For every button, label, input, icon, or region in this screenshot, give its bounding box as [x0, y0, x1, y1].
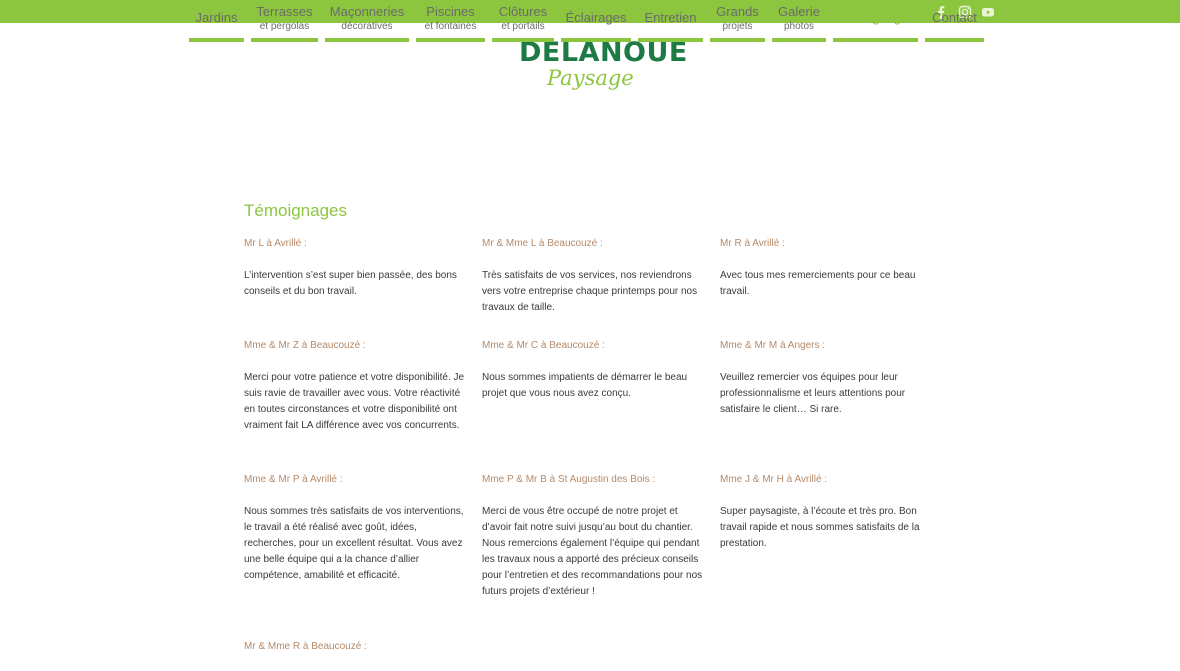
testimonial-author: Mme & Mr C à Beaucouzé : — [482, 340, 605, 351]
testimonial-author: Mr R à Avrillé : — [720, 238, 785, 249]
nav-item-label: Piscines — [426, 4, 475, 19]
testimonial-card — [244, 338, 466, 434]
testimonial-text: L’intervention s’est super bien passée, des bons conseils et du bon travail. — [244, 270, 457, 297]
nav-item-label: Galerie — [778, 4, 820, 19]
testimonial-card — [482, 338, 704, 402]
nav-item-sublabel: et portails — [501, 21, 545, 32]
testimonial-author: Mme & Mr P à Avrillé : — [244, 474, 343, 485]
testimonial-card — [244, 472, 466, 584]
nav-item-sublabel: et pergolas — [259, 21, 310, 32]
testimonial-text: Nous sommes impatients de démarrer le beau projet que vous nous avez conçu. — [482, 372, 688, 399]
testimonial-card — [720, 472, 942, 552]
nav-item-eclairages[interactable] — [561, 0, 631, 42]
logo-tagline: Paysage — [547, 66, 634, 90]
nav-item-terrasses[interactable] — [251, 0, 318, 42]
testimonial-card — [720, 236, 942, 300]
testimonial-card — [482, 472, 704, 600]
nav-item-entretien[interactable] — [638, 0, 703, 42]
nav-item-label: Éclairages — [565, 10, 627, 25]
testimonial-author: Mme & Mr Z à Beaucouzé : — [244, 340, 366, 351]
nav-item-label: Témoignages — [836, 10, 915, 25]
nav-item-jardins[interactable] — [189, 0, 244, 42]
testimonial-text: Très satisfaits de vos services, nos reviendrons vers votre entreprise chaque printemps pour nos travaux de taille. — [482, 270, 698, 313]
testimonial-author: Mme & Mr M à Angers : — [720, 340, 826, 351]
nav-item-sublabel: projets — [722, 21, 753, 32]
page-title: Témoignages — [244, 201, 348, 220]
nav-item-sublabel: photos — [783, 21, 815, 32]
testimonial-author: Mme P & Mr B à St Augustin des Bois : — [482, 474, 656, 485]
testimonial-text: Super paysagiste, à l’écoute et très pro. Bon travail rapide et nous sommes satisfaits de la prestation. — [720, 506, 920, 549]
nav-item-sublabel: décoratives — [341, 21, 393, 32]
testimonial-card — [244, 236, 466, 300]
nav-item-contact[interactable] — [925, 0, 984, 42]
nav-item-label: Maçonneries — [329, 4, 405, 19]
testimonial-text: Veuillez remercier vos équipes pour leur professionnalisme et leurs attentions pour satisfaire le client… Si rare. — [720, 372, 906, 415]
testimonial-text: Merci de vous être occupé de notre projet et d’avoir fait notre suivi jusqu’au bout du chantier. Nous remercions également l’équipe qui pendant les travaux nous a apporté des précieux conseils pour l’entretien et des recommandations pour nos futurs projets d’extérieur ! — [482, 506, 703, 597]
nav-item-sublabel: et fontaines — [424, 21, 477, 32]
nav-item-label: Grands — [716, 4, 759, 19]
testimonial-card — [720, 338, 942, 418]
nav-item-temoignages[interactable] — [833, 0, 918, 42]
nav-item-label: Entretien — [644, 10, 697, 25]
nav-item-label: Jardins — [195, 10, 238, 25]
nav-item-maconneries[interactable] — [325, 0, 409, 42]
testimonial-card — [244, 639, 466, 671]
nav-item-label: Clôtures — [498, 4, 548, 19]
logo-wordmark: DELANOUE — [519, 37, 688, 68]
nav-item-grands-projets[interactable] — [710, 0, 765, 42]
nav-item-clotures[interactable] — [492, 0, 554, 42]
testimonial-text: Merci pour votre patience et votre disponibilité. Je suis ravie de travailler avec vous. Votre réactivité en toutes circonstances et votre disponibilité ont vraiment fait LA différence avec vos concurrents. — [244, 372, 465, 431]
testimonial-author: Mr & Mme L à Beaucouzé : — [482, 238, 603, 249]
site-logo[interactable] — [519, 37, 688, 98]
nav-item-label: Contact — [932, 10, 977, 25]
testimonial-card — [482, 236, 704, 316]
testimonial-author: Mr & Mme R à Beaucouzé : — [244, 641, 367, 652]
nav-item-galerie[interactable] — [772, 0, 826, 42]
testimonial-author: Mme J & Mr H à Avrillé : — [720, 474, 828, 485]
testimonial-text: Nous sommes très satisfaits de vos interventions, le travail a été réalisé avec goût, idées, recherches, pour un excellent résultat. Vous avez une belle équipe qui a la chance d’allier compétence, amabilité et efficacité. — [244, 506, 464, 581]
testimonial-author: Mr L à Avrillé : — [244, 238, 307, 249]
testimonial-text: Avec tous mes remerciements pour ce beau travail. — [720, 270, 916, 297]
nav-item-label: Terrasses — [256, 4, 313, 19]
nav-item-piscines[interactable] — [416, 0, 485, 42]
